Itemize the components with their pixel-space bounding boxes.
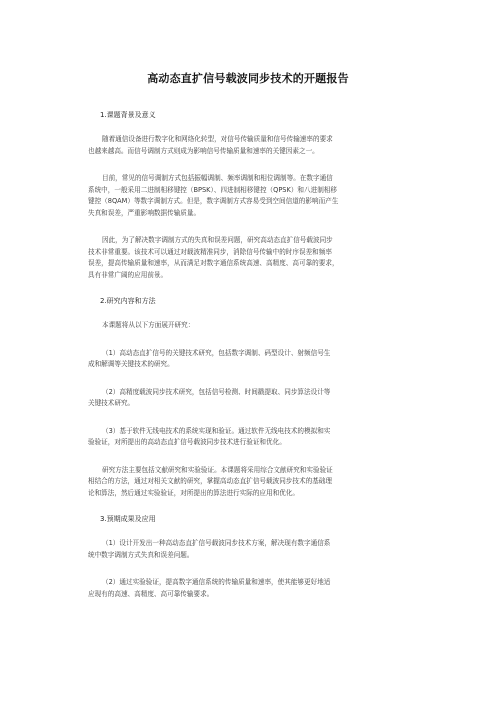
paragraph-line: 具有非常广阔的应用前景。 (88, 270, 168, 279)
paragraph-line: 应现有的高速、高精度、高可靠传输要求。 (88, 589, 214, 598)
paragraph-line: 随着通信设备进行数字化和网络化转型，对信号传输质量和信号传输速率的要求 (102, 135, 333, 143)
paragraph-line: （3）基于软件无线电技术的系统实现和验证。通过软件无线电技术的模拟和实 (102, 426, 331, 435)
paragraph-line: 也越来越高。而信号调制方式则成为影响信号传输质量和速率的关键因素之一。 (88, 146, 319, 155)
paragraph-line: 论和算法，然后通过实验验证，对所提出的算法进行实际的应用和优化。 (88, 488, 299, 497)
paragraph-line: （2）通过实验验证，提高数字通信系统的传输质量和速率，使其能够更好地适 (102, 578, 331, 586)
paragraph (88, 348, 408, 371)
document-title: 高动态直扩信号载波同步技术的开题报告 (147, 72, 349, 85)
paragraph (88, 577, 408, 600)
paragraph-line: 目前，常见的信号调制方式包括振幅调制、频率调制和相位调制等。在数字通信 (102, 174, 333, 182)
paragraph-line: 失真和误差，严重影响数据传输质量。 (88, 208, 201, 217)
paragraph-line: （1）高动态直扩信号的关键技术研究，包括数字调制、码型设计、射频信号生 (102, 348, 331, 357)
paragraph (88, 235, 408, 281)
paragraph (88, 173, 408, 219)
document-body (88, 111, 408, 600)
paragraph-line: 键控（8QAM）等数字调制方式。但是，数字调制方式容易受到空间信道的影响而产生 (88, 197, 339, 205)
paragraph (88, 426, 408, 449)
paragraph-line: 验验证，对所提出的高动态直扩信号载波同步技术进行验证和优化。 (88, 438, 286, 446)
paragraph-line: 本课题将从以下方面展开研究： (102, 321, 195, 329)
paragraph-line: 成和解调等关键技术的研究。 (88, 360, 174, 368)
paragraph-line: 研究方法主要包括文献研究和实验验证。本课题将采用综合文献研究和实验验证 (102, 465, 333, 474)
paragraph (88, 465, 408, 500)
paragraph-line: 误差，提高传输质量和速率，从而满足对数字通信系统高速、高精度、高可靠的要求， (88, 259, 339, 267)
paragraph-line: （1）设计开发出一种高动态直扩信号载波同步技术方案，解决现有数字通信系 (102, 539, 331, 547)
paragraph-line: 相结合的方法，通过对相关文献的研究，掌握高动态直扩信号载波同步技术的基础理 (88, 477, 332, 485)
section-heading-3: 3.预期成果及应用 (100, 515, 156, 523)
paragraph-line: 因此，为了解决数字调制方式的失真和误差问题，研究高动态直扩信号载波同步 (102, 236, 333, 244)
paragraph (88, 134, 408, 157)
paragraph-line: 关键技术研究。 (88, 399, 135, 407)
paragraph-line: （2）高精度载波同步技术研究，包括信号检测、时间戳提取、同步算法设计等 (102, 387, 331, 396)
paragraph (88, 387, 408, 410)
paragraph-line: 技术非常重要。该技术可以通过对载波精准同步，消除信号传输中的时序误差和频率 (88, 247, 332, 256)
section-heading-1: 1.课题背景及意义 (100, 111, 156, 119)
paragraph (88, 538, 408, 561)
paragraph-line: 系统中，一般采用二进制相移键控（BPSK）、四进制相移键控（QPSK）和八进制相移 (88, 185, 337, 194)
section-heading-2: 2.研究内容和方法 (100, 297, 156, 305)
paragraph-line: 统中数字调制方式失真和误差问题。 (88, 550, 194, 559)
paragraph (88, 320, 408, 332)
